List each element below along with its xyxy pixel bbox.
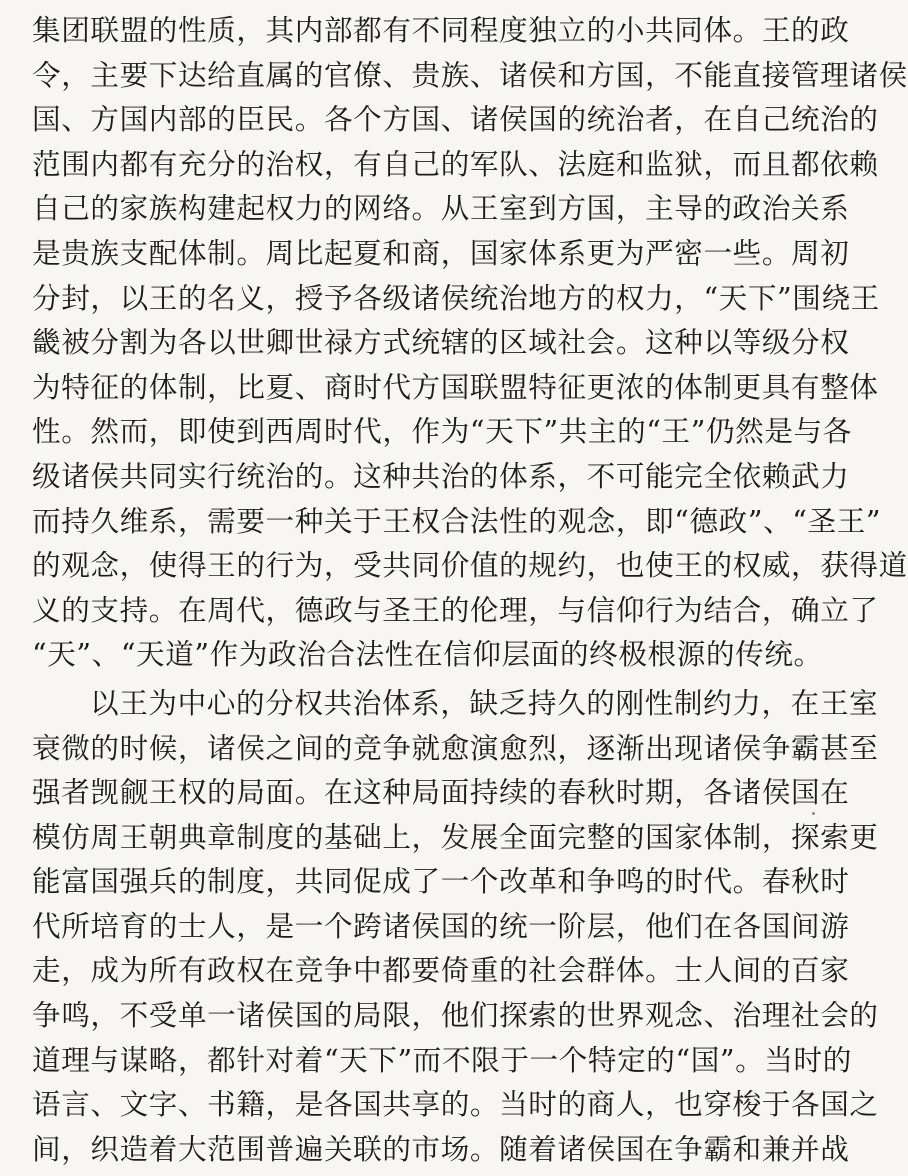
text-line: 道理与谋略，都针对着“天下”而不限于一个特定的“国”。当时的 bbox=[32, 1042, 852, 1077]
text-line: 的观念，使得王的行为，受共同价值的规约，也使王的权威，获得道 bbox=[32, 548, 908, 583]
text-line: 义的支持。在周代，德政与圣王的伦理，与信仰行为结合，确立了 bbox=[32, 592, 879, 627]
text-line: 语言、文字、书籍，是各国共享的。当时的商人，也穿梭于各国之 bbox=[32, 1087, 879, 1122]
text-line: 自己的家族构建起权力的网络。从王室到方国，主导的政治关系 bbox=[32, 191, 850, 226]
text-line: 国、方国内部的臣民。各个方国、诸侯国的统治者，在自己统治的 bbox=[32, 102, 879, 137]
text-line: 代所培育的士人，是一个跨诸侯国的统一阶层，他们在各国间游 bbox=[32, 908, 850, 943]
text-line: 范围内都有充分的治权，有自己的军队、法庭和监狱，而且都依赖 bbox=[32, 146, 879, 181]
text-line: 衰微的时候，诸侯之间的竞争就愈演愈烈，逐渐出现诸侯争霸甚至 bbox=[32, 730, 879, 765]
text-line: 令，主要下达给直属的官僚、贵族、诸侯和方国，不能直接管理诸侯 bbox=[32, 57, 908, 92]
document-page bbox=[32, 8, 908, 1168]
text-line: 是贵族支配体制。周比起夏和商，国家体系更为严密一些。周初 bbox=[32, 235, 850, 270]
text-line: 性。然而，即使到西周时代，作为“天下”共主的“王”仍然是与各 bbox=[32, 414, 852, 449]
text-line: 为特征的体制，比夏、商时代方国联盟特征更浓的体制更具有整体 bbox=[32, 369, 879, 404]
text-line: “天”、“天道”作为政治合法性在信仰层面的终极根源的传统。 bbox=[32, 637, 823, 672]
text-line: 畿被分割为各以世卿世禄方式统辖的区域社会。这种以等级分权 bbox=[32, 325, 850, 360]
text-line: 级诸侯共同实行统治的。这种共治的体系，不可能完全依赖武力 bbox=[32, 458, 850, 493]
text-line: 间，织造着大范围普遍关联的市场。随着诸侯国在争霸和兼并战 bbox=[32, 1131, 850, 1166]
scan-speck bbox=[812, 812, 815, 815]
paragraph-2 bbox=[32, 681, 879, 1172]
paragraph-1 bbox=[32, 8, 908, 677]
text-line: 集团联盟的性质，其内部都有不同程度独立的小共同体。王的政 bbox=[32, 13, 850, 47]
text-line: 争鸣，不受单一诸侯国的局限，他们探索的世界观念、治理社会的 bbox=[32, 998, 879, 1033]
text-line: 强者觊觎王权的局面。在这种局面持续的春秋时期，各诸侯国在 bbox=[32, 775, 850, 810]
text-line: 能富国强兵的制度，共同促成了一个改革和争鸣的时代。春秋时 bbox=[32, 864, 850, 899]
text-line: 而持久维系，需要一种关于王权合法性的观念，即“德政”、“圣王” bbox=[32, 503, 882, 538]
text-line: 走，成为所有政权在竞争中都要倚重的社会群体。士人间的百家 bbox=[32, 953, 850, 988]
text-line: 分封，以王的名义，授予各级诸侯统治地方的权力，“天下”围绕王 bbox=[32, 280, 880, 315]
text-line: 模仿周王朝典章制度的基础上，发展全面完整的国家体制，探索更 bbox=[32, 819, 879, 854]
text-line-indented: 以王为中心的分权共治体系，缺乏持久的刚性制约力，在王室 bbox=[90, 685, 879, 720]
